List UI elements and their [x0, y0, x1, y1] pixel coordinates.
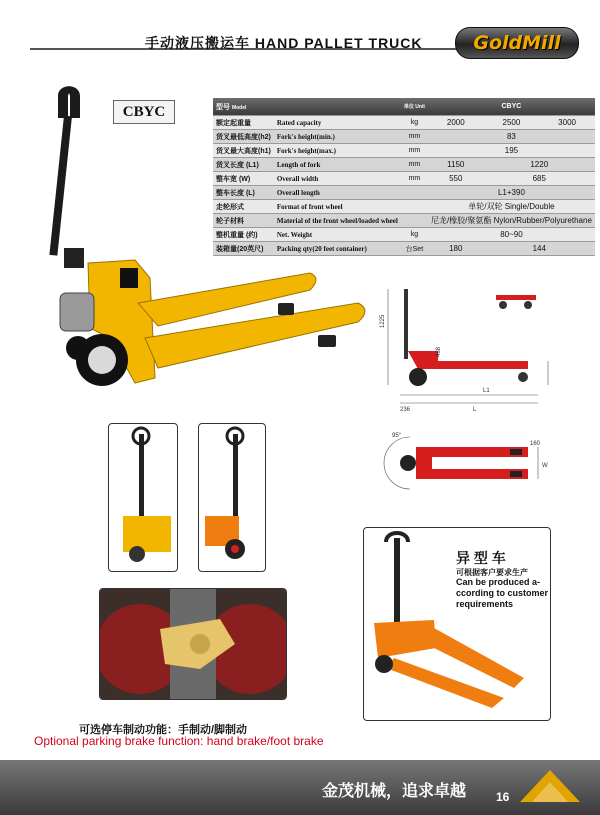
spec-cell-cn: 装箱量(20英尺)	[216, 245, 264, 253]
dim-l: L	[473, 407, 477, 413]
custom-title: 异 型 车	[456, 550, 506, 566]
model-label: CBYC	[113, 100, 175, 124]
brake-caption-en: Optional parking brake function: hand brake/foot brake	[34, 734, 324, 748]
spec-cell-v: 685	[532, 174, 546, 183]
spec-cell-v: 2500	[502, 118, 521, 127]
spec-cell-v: 1150	[447, 160, 465, 169]
spec-cell-cn: 货叉最大高度(h1)	[216, 147, 271, 155]
brand-logo	[455, 27, 579, 59]
top-view-drawing	[378, 425, 558, 500]
dim-height-max: 1225	[380, 314, 386, 328]
spec-cell-cn: 货叉最低高度(h2)	[216, 133, 271, 141]
brand-logo-text: GoldMill	[473, 32, 561, 54]
spec-cell-en: Fork's height(max.)	[276, 146, 336, 155]
spec-cell-un: kg	[410, 231, 419, 238]
dim-angle: 95°	[392, 433, 402, 439]
spec-cell-en: Overall length	[276, 188, 320, 197]
spec-cell-un	[401, 186, 428, 200]
spec-cell-v: 195	[504, 146, 519, 155]
spec-cell-en: Overall width	[276, 174, 319, 183]
spec-cell-cn: 整车长度 (L)	[216, 189, 255, 197]
spec-cell-v: 80~90	[500, 230, 523, 239]
pallet-truck-illustration	[40, 78, 380, 398]
spec-cell-cn: 轮子材料	[216, 217, 244, 225]
footer-slogan: 金茂机械，追求卓越	[322, 781, 467, 800]
spec-cell-v: 1220	[530, 160, 549, 169]
spec-cell-en: Fork's height(min.)	[276, 132, 335, 141]
spec-cell-v: 83	[506, 132, 516, 141]
spec-cell-en: Material of the front wheel/loaded wheel	[276, 216, 398, 225]
foot-brake-photo	[198, 423, 266, 572]
custom-subtitle: 可根据客户要求生产	[456, 568, 528, 577]
brake-caption-cn: 可选停车制动功能：手制动/脚制动	[79, 724, 248, 736]
spec-cell-un	[401, 214, 428, 228]
spec-cell-en: Rated capacity	[276, 118, 322, 127]
spec-cell-v: 3000	[558, 118, 576, 127]
side-view-drawing	[378, 285, 558, 415]
spec-cell-un	[401, 200, 428, 214]
spec-cell-cn: 整机重量 (约)	[216, 231, 258, 239]
hand-brake-photo	[108, 423, 178, 572]
spec-cell-cn: 额定起重量	[216, 119, 251, 127]
custom-description: Can be produced a-ccording to customer requirements	[456, 577, 549, 609]
spec-cell-un: kg	[410, 119, 419, 126]
spec-cell-v: 144	[532, 244, 546, 253]
header-cn: 型号 Model	[216, 103, 247, 111]
spec-cell-en: Format of front wheel	[276, 202, 343, 211]
spec-cell-v: 550	[449, 174, 463, 183]
spec-cell-un: mm	[408, 161, 421, 168]
spec-cell-v: 单轮/双轮 Single/Double	[468, 202, 555, 211]
spec-cell-en: Length of fork	[276, 160, 321, 169]
header-unit: 单位 Unit	[403, 104, 425, 110]
spec-cell-en: Net. Weight	[276, 230, 313, 239]
page-title: 手动液压搬运车 HAND PALLET TRUCK	[145, 35, 423, 51]
spec-cell-v: 180	[449, 244, 463, 253]
dim-236: 236	[400, 407, 411, 413]
dim-fork-height: 468	[436, 346, 442, 357]
dim-l1: L1	[483, 388, 490, 394]
spec-cell-un: mm	[408, 175, 421, 182]
spec-cell-v: 2000	[446, 118, 465, 127]
spec-cell-en: Packing qty(20 feet container)	[276, 244, 367, 253]
spec-cell-v: L1+390	[497, 188, 525, 197]
spec-cell-un: 台Set	[405, 245, 424, 253]
spec-cell-un: mm	[408, 147, 421, 154]
spec-cell-v: 尼龙/橡胶/聚氨酯 Nylon/Rubber/Polyurethane	[430, 216, 592, 225]
page-number: 16	[496, 790, 510, 804]
brake-closeup-photo	[99, 588, 287, 700]
spec-cell-cn: 货叉长度 (L1)	[216, 161, 259, 169]
spec-cell-cn: 整车宽 (W)	[216, 175, 251, 183]
header-model: CBYC	[501, 103, 522, 110]
dim-fork-width: 160	[530, 441, 541, 447]
spec-cell-un: mm	[408, 133, 421, 140]
footer-logo-icon	[510, 762, 590, 812]
dim-width: W	[542, 463, 548, 469]
spec-cell-cn: 走轮形式	[216, 203, 244, 211]
